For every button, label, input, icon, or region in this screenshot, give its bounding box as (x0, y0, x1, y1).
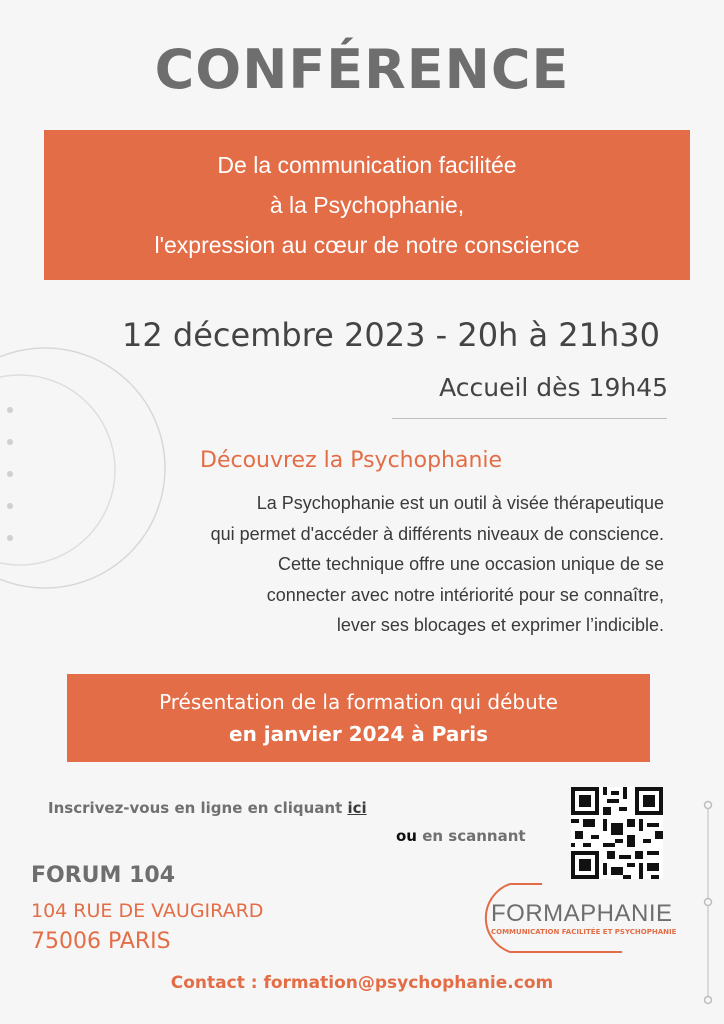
signup-prefix: Inscrivez-vous en ligne en cliquant (48, 799, 348, 817)
subtitle-line: l'expression au cœur de notre conscience (154, 232, 580, 258)
paragraph-line: qui permet d'accéder à différents niveaux de conscience. (210, 523, 664, 544)
subtitle-banner (44, 130, 690, 280)
divider (392, 418, 667, 419)
training-line: Présentation de la formation qui débute (159, 690, 558, 714)
qr-code[interactable] (571, 787, 663, 879)
venue-city: 75006 PARIS (31, 929, 171, 954)
scan-label: en scannant (416, 827, 526, 845)
subtitle-line: à la Psychophanie, (269, 192, 465, 218)
event-date-time: 12 décembre 2023 - 20h à 21h30 (122, 316, 660, 354)
training-banner (67, 674, 650, 762)
venue-street: 104 RUE DE VAUGIRARD (31, 900, 264, 922)
paragraph-line: La Psychophanie est un outil à visée thérapeutique (256, 493, 664, 513)
or-label: ou (396, 827, 417, 845)
page-title: CONFÉRENCE (154, 38, 570, 101)
paragraph-line: Cette technique offre une occasion unique de se (278, 554, 664, 574)
logo-name: FORMAPHANIE (491, 900, 673, 927)
signup-text (48, 799, 367, 817)
paragraph-line: connecter avec notre intériorité pour se connaître, (266, 584, 664, 605)
venue-name: FORUM 104 (31, 863, 176, 888)
paragraph-line: lever ses blocages et exprimer l’indicible. (336, 615, 664, 635)
training-date: en janvier 2024 à Paris (229, 722, 488, 746)
contact-email[interactable]: Contact : formation@psychophanie.com (170, 973, 554, 993)
description-paragraph (44, 488, 664, 641)
section-heading: Découvrez la Psychophanie (200, 448, 503, 473)
reception-time: Accueil dès 19h45 (439, 373, 668, 402)
logo-tagline: COMMUNICATION FACILITÉE ET PSYCHOPHANIE (491, 928, 677, 936)
subtitle-line: De la communication facilitée (217, 152, 517, 178)
signup-link[interactable]: ici (347, 799, 367, 817)
scan-text (396, 827, 526, 845)
